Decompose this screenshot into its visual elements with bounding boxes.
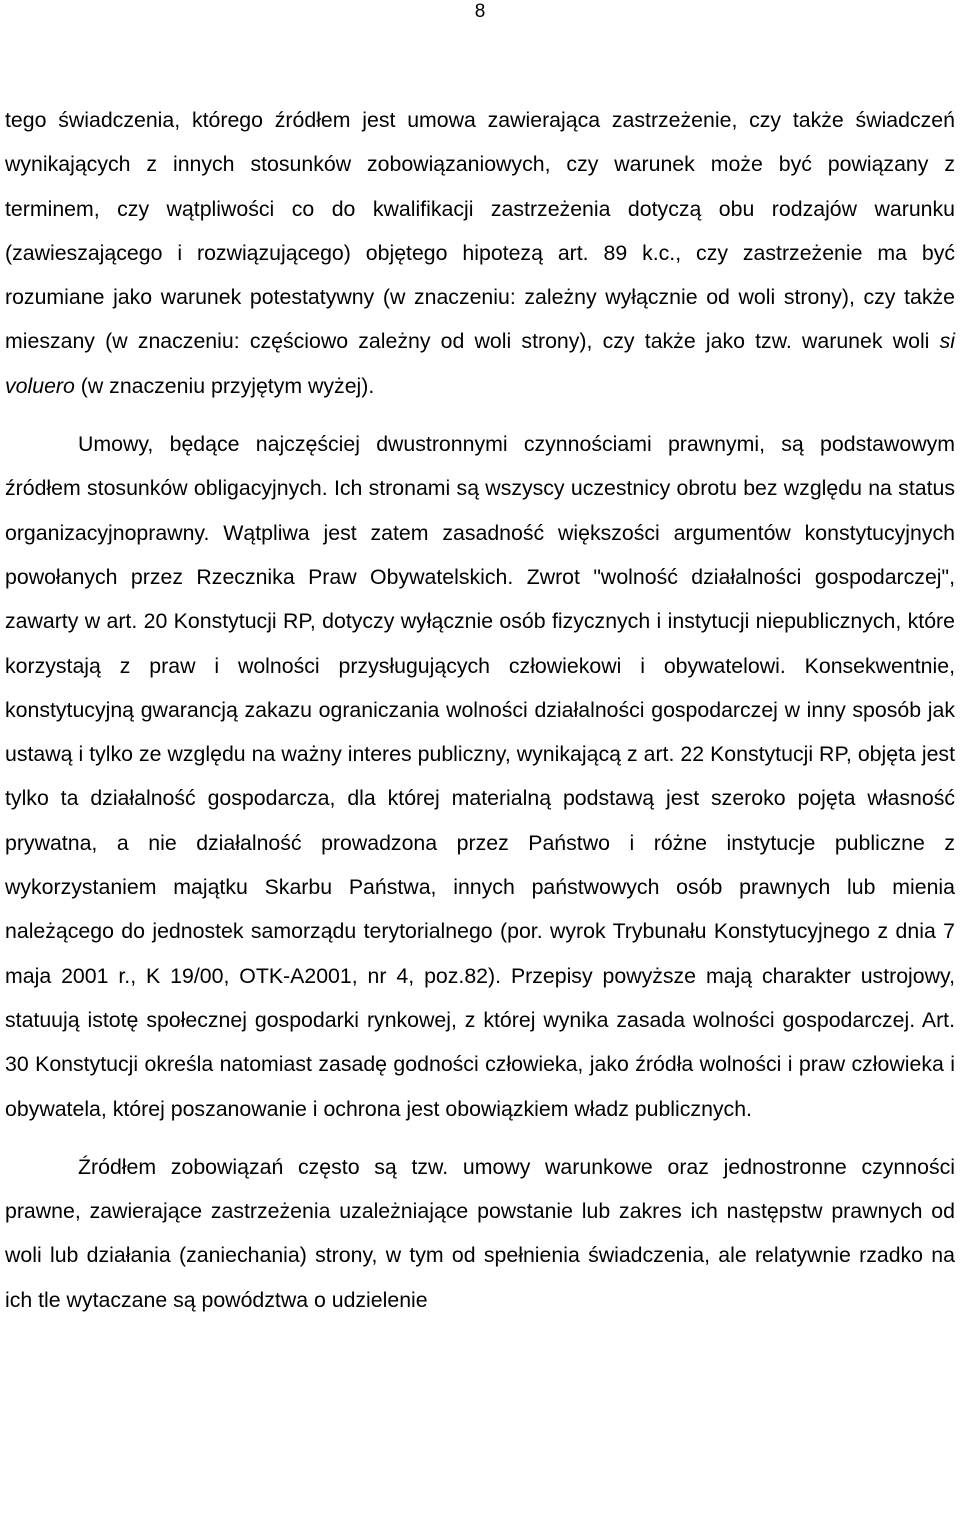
paragraph-1-text-end: (w znaczeniu przyjętym wyżej). [74,373,375,398]
document-body [5,98,955,1322]
paragraph-1-text-start: tego świadczenia, którego źródłem jest umowa zawierająca zastrzeżenie, czy także świadczeń wynikających z innych stosunków zobowiązaniowych, czy warunek może być powiązany z terminem, czy wątpliwości co do kwalifikacji zastrzeżenia dotyczą obu rodzajów warunku (zawieszającego i rozwiązującego) objętego hipotezą art. 89 k.c., czy zastrzeżenie ma być rozumiane jako warunek potestatywny (w znaczeniu: zależny wyłącznie od woli strony), czy także mieszany (w znaczeniu: częściowo zależny od woli strony), czy także jako tzw. warunek woli [5,108,955,354]
paragraph-3: Źródłem zobowiązań często są tzw. umowy warunkowe oraz jednostronne czynności prawne, zawierające zastrzeżenia uzależniające powstanie lub zakres ich następstw prawnych od woli lub działania (zaniechania) strony, w tym od spełnienia świadczenia, ale relatywnie rzadko na ich tle wytaczane są powództwa o udzielenie [5,1154,955,1312]
page-number: 8 [474,1,486,22]
paragraph-1 [5,98,955,408]
paragraph-1-italic-term: si voluero [5,329,955,398]
paragraph-2: Umowy, będące najczęściej dwustronnymi czynnościami prawnymi, są podstawowym źródłem stosunków obligacyjnych. Ich stronami są wszyscy uczestnicy obrotu bez względu na status organizacyjnoprawny. Wątpliwa jest zatem zasadność większości argumentów konstytucyjnych powołanych przez Rzecznika Praw Obywatelskich. Zwrot "wolność działalności gospodarczej", zawarty w art. 20 Konstytucji RP, dotyczy wyłącznie osób fizycznych i instytucji niepublicznych, które korzystają z praw i wolności przysługujących człowiekowi i obywatelowi. Konsekwentnie, konstytucyjną gwarancją zakazu ograniczania wolności działalności gospodarczej w inny sposób jak ustawą i tylko ze względu na ważny interes publiczny, wynikającą z art. 22 Konstytucji RP, objęta jest tylko ta działalność gospodarcza, dla której materialną podstawą jest szeroko pojęta własność prywatna, a nie działalność prowadzona przez Państwo i różne instytucje publiczne z wykorzystaniem majątku Skarbu Państwa, innych państwowych osób prawnych lub mienia należącego do jednostek samorządu terytorialnego (por. wyrok Trybunału Konstytucyjnego z dnia 7 maja 2001 r., K 19/00, OTK-A2001, nr 4, poz.82). Przepisy powyższe mają charakter ustrojowy, statuują istotę społecznej gospodarki rynkowej, z której wynika zasada wolności gospodarczej. Art. 30 Konstytucji określa natomiast zasadę godności człowieka, jako źródła wolności i praw człowieka i obywatela, której poszanowanie i ochrona jest obowiązkiem władz publicznych. [5,432,955,1121]
